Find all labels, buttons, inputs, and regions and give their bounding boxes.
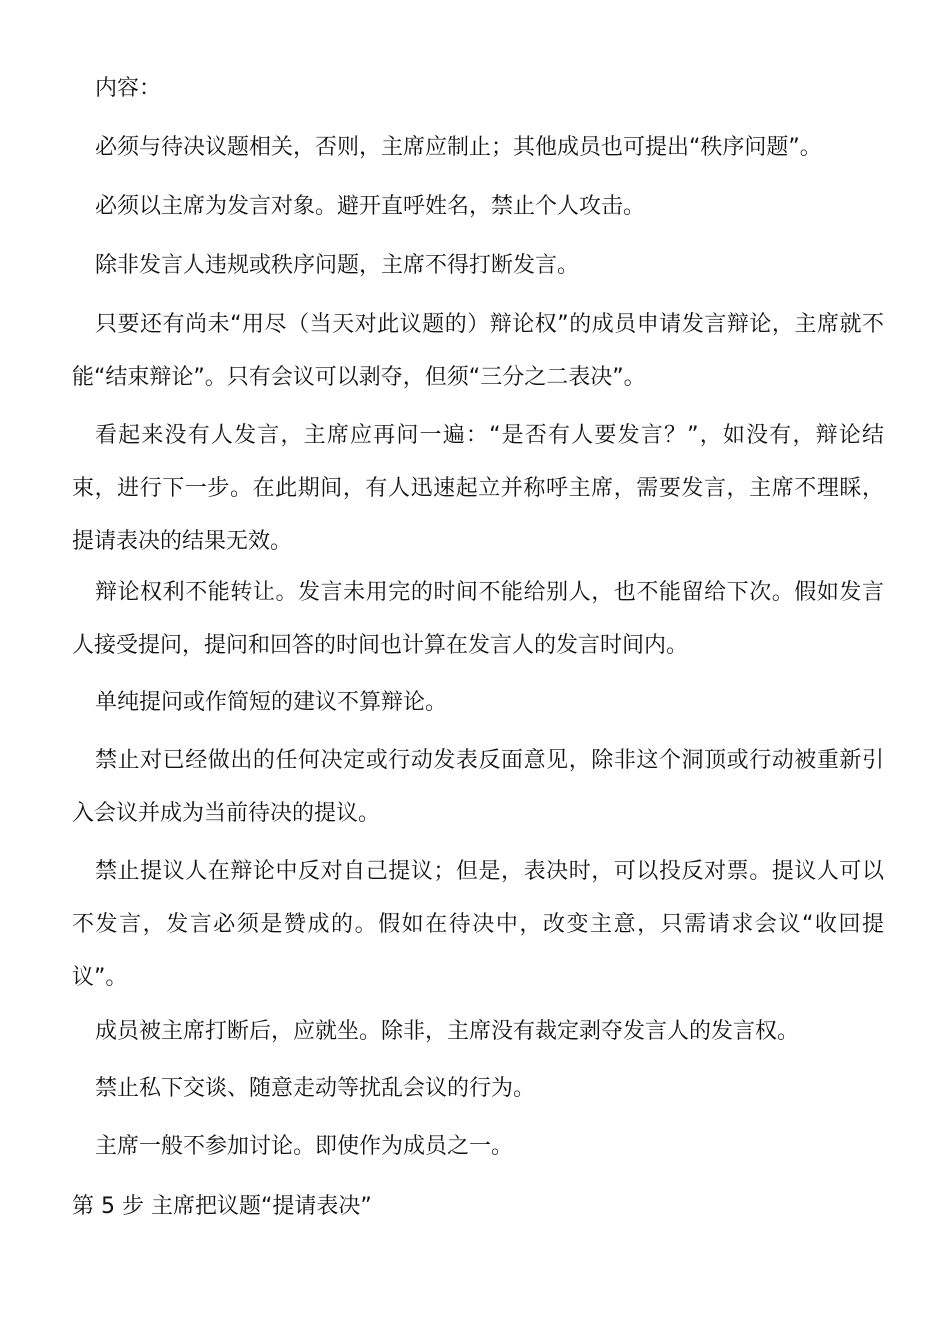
paragraph-disorder-rule: 禁止私下交谈、随意走动等扰乱会议的行为。 xyxy=(95,1076,536,1101)
section-heading-step-5: 第 5 步 主席把议题“提请表决” xyxy=(72,1194,372,1219)
paragraph-no-interrupt-rule: 除非发言人违规或秩序问题，主席不得打断发言。 xyxy=(95,253,580,278)
paragraph-question-rule: 单纯提问或作简短的建议不算辩论。 xyxy=(95,690,448,715)
paragraph-ask-again-rule: 看起来没有人发言，主席应再问一遍：“是否有人要发言？”，如没有，辩论结束，进行下一步。在此期间，有人迅速起立并称呼主席，需要发言，主席不理睬，提请表决的结果无效。 xyxy=(72,423,884,554)
paragraph-chair-neutral-rule: 主席一般不参加讨论。即使作为成员之一。 xyxy=(95,1134,514,1159)
paragraph-interrupted-member-rule: 成员被主席打断后，应就坐。除非，主席没有裁定剥夺发言人的发言权。 xyxy=(95,1019,800,1044)
paragraph-closing-debate-rule: 只要还有尚未“用尽（当天对此议题的）辩论权”的成员申请发言辩论，主席就不能“结束辩论”。只有会议可以剥夺，但须“三分之二表决”。 xyxy=(72,312,884,390)
paragraph-transfer-rule: 辩论权利不能转让。发言未用完的时间不能给别人，也不能留给下次。假如发言人接受提问，提问和回答的时间也计算在发言人的发言时间内。 xyxy=(72,580,884,658)
paragraph-content-label: 内容： xyxy=(95,76,162,101)
paragraph-mover-rule: 禁止提议人在辩论中反对自己提议；但是，表决时，可以投反对票。提议人可以不发言，发言必须是赞成的。假如在待决中，改变主意，只需请求会议“收回提议”。 xyxy=(72,859,884,990)
paragraph-decided-action-rule: 禁止对已经做出的任何决定或行动发表反面意见，除非这个洞顶或行动被重新引入会议并成为当前待决的提议。 xyxy=(72,748,884,826)
paragraph-address-chair-rule: 必须以主席为发言对象。避开直呼姓名，禁止个人攻击。 xyxy=(95,194,646,219)
paragraph-relevance-rule: 必须与待决议题相关，否则，主席应制止；其他成员也可提出“秩序问题”。 xyxy=(95,135,822,160)
